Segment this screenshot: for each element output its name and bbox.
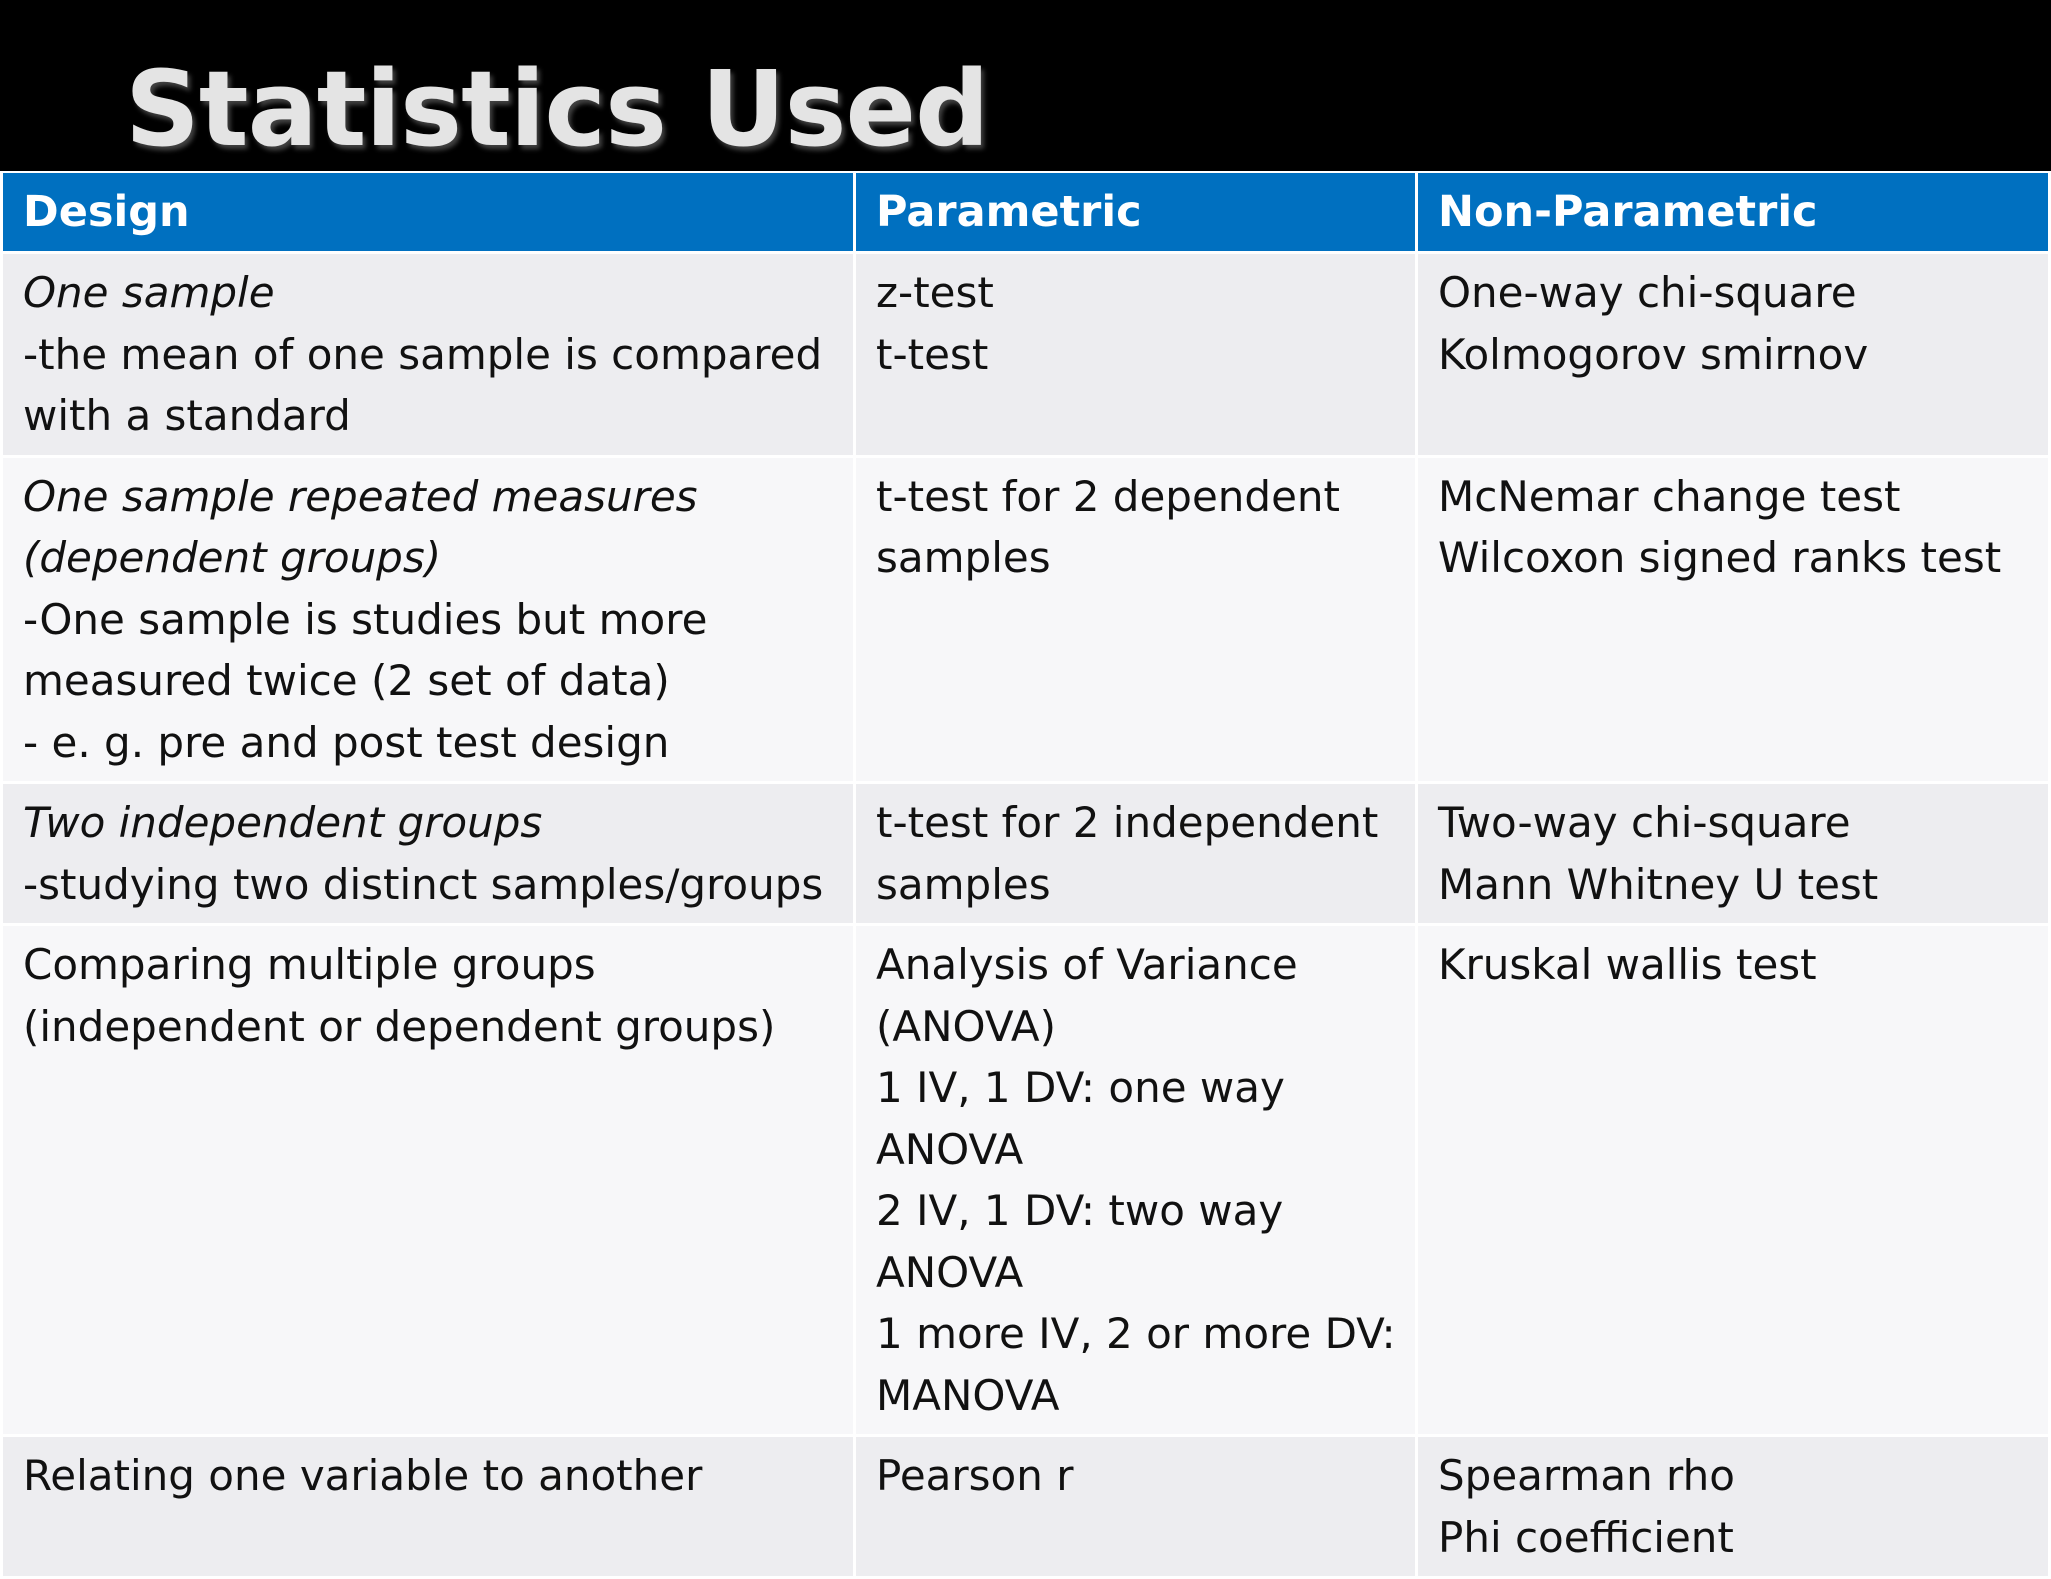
nonparametric-cell [1417,783,2050,925]
header-parametric: Parametric [855,172,1417,253]
design-description-line: Relating one variable to another [23,1451,703,1500]
table-row [2,925,2050,1436]
design-description-line: with a standard [23,391,351,440]
slide-title: Statistics Used [125,48,989,170]
table-row [2,253,2050,457]
header-design: Design [2,172,855,253]
design-description-line: (independent or dependent groups) [23,1001,776,1051]
table-row [2,456,2050,783]
table-header-row [2,172,2050,253]
design-cell [2,456,855,783]
parametric-test: t-test [876,329,989,379]
parametric-test: Pearson r [876,1451,1074,1500]
parametric-cell [855,925,1417,1436]
nonparametric-test: One-way chi-square [1438,268,1857,317]
parametric-test: ANOVA [876,1247,1024,1297]
design-cell [2,925,855,1436]
parametric-test: Analysis of Variance [876,940,1298,989]
header-non-parametric: Non-Parametric [1417,172,2050,253]
nonparametric-test: Kolmogorov smirnov [1438,329,1869,379]
table-row [2,783,2050,925]
parametric-test: t-test for 2 independent [876,798,1379,847]
parametric-cell [855,253,1417,457]
nonparametric-test: Kruskal wallis test [1438,940,1817,989]
parametric-test: 2 IV, 1 DV: two way [876,1186,1284,1235]
design-title: Two independent groups [23,798,543,847]
design-title: One sample repeated measures [23,471,698,521]
nonparametric-test: McNemar change test [1438,471,1901,521]
parametric-test: (ANOVA) [876,1001,1057,1051]
design-description-line: Comparing multiple groups [23,940,596,989]
parametric-test: MANOVA [876,1370,1060,1420]
statistics-table [0,171,2051,1579]
design-cell [2,783,855,925]
parametric-cell [855,1436,1417,1578]
design-description-line: -One sample is studies but more [23,594,708,644]
nonparametric-test: Spearman rho [1438,1451,1735,1500]
nonparametric-test: Phi coefficient [1438,1512,1734,1562]
parametric-test: 1 IV, 1 DV: one way [876,1063,1285,1112]
nonparametric-cell [1417,1436,2050,1578]
parametric-cell [855,783,1417,925]
table-row [2,1436,2050,1578]
parametric-test: samples [876,533,1051,582]
parametric-test: z-test [876,268,994,317]
nonparametric-test: Two-way chi-square [1438,798,1851,847]
design-description-line: -studying two distinct samples/groups [23,859,824,909]
parametric-test: 1 more IV, 2 or more DV: [876,1309,1396,1358]
parametric-test: ANOVA [876,1124,1024,1174]
design-description-line: measured twice (2 set of data) [23,656,670,705]
design-cell [2,253,855,457]
nonparametric-cell [1417,456,2050,783]
nonparametric-test: Mann Whitney U test [1438,859,1879,909]
parametric-cell [855,456,1417,783]
parametric-test: t-test for 2 dependent [876,471,1341,521]
design-title: One sample [23,268,275,317]
design-description-line: - e. g. pre and post test design [23,717,670,767]
design-title: (dependent groups) [23,533,442,582]
design-description-line: -the mean of one sample is compared [23,329,823,379]
parametric-test: samples [876,859,1051,909]
nonparametric-test: Wilcoxon signed ranks test [1438,533,2002,582]
design-cell [2,1436,855,1578]
nonparametric-cell [1417,253,2050,457]
nonparametric-cell [1417,925,2050,1436]
